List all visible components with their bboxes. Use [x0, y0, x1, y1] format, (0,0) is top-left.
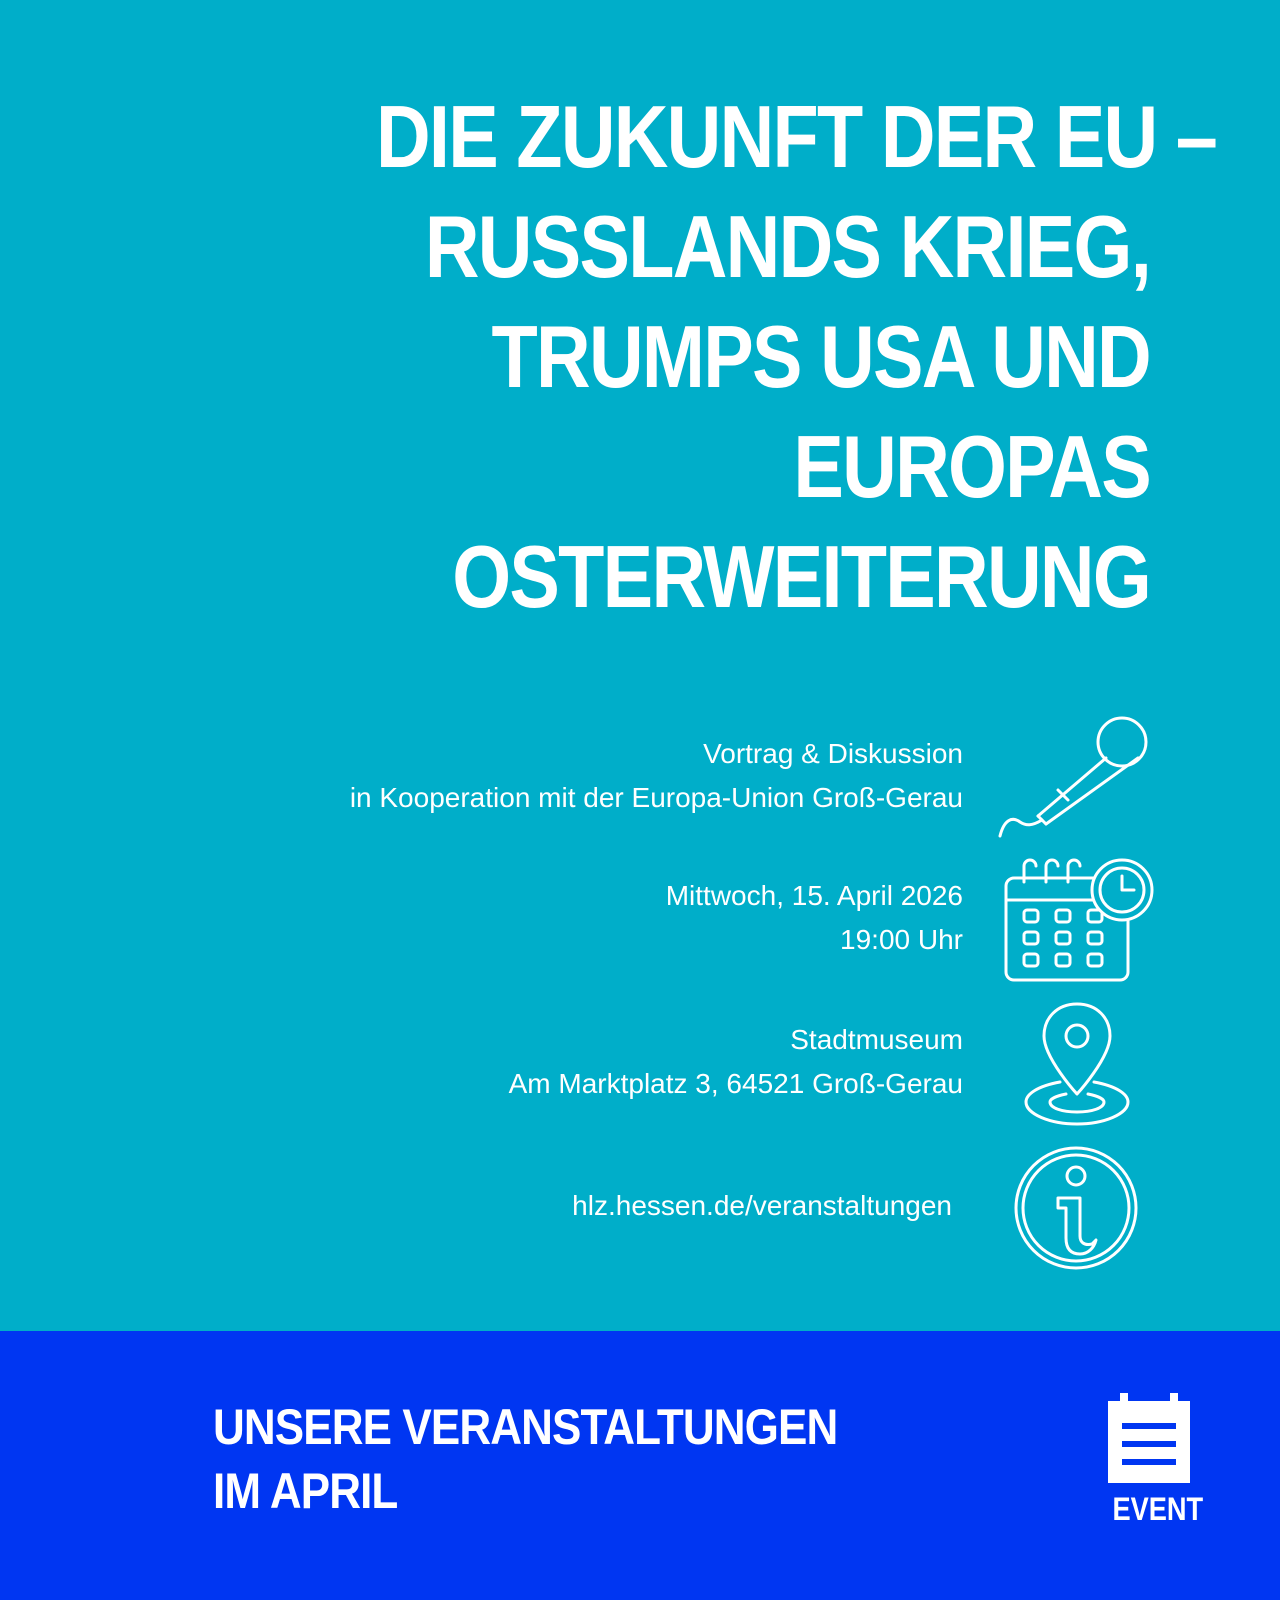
headline-line: OSTERWEITERUNG: [452, 527, 1150, 626]
event-info-text: hlz.hessen.de/veranstaltungen: [572, 1190, 952, 1221]
event-badge: [1106, 1393, 1204, 1527]
headline: [376, 82, 1217, 632]
headline-line: TRUMPS USA UND: [491, 307, 1150, 406]
calendar-icon: [1108, 1393, 1190, 1483]
event-format-text: Vortrag & Diskussion in Kooperation mit der Europa-Union Groß-Gerau: [349, 738, 963, 813]
map-pin-icon: [1024, 1000, 1130, 1130]
headline-line: DIE ZUKUNFT DER EU –: [376, 87, 1217, 186]
microphone-icon: [998, 712, 1158, 842]
footer-banner: [0, 1331, 1280, 1600]
event-label: EVENT: [1112, 1491, 1204, 1527]
event-location-text: Stadtmuseum Am Marktplatz 3, 64521 Groß-Gerau: [508, 1024, 963, 1099]
headline-line: EUROPAS: [793, 417, 1150, 516]
info-icon: [1012, 1144, 1140, 1272]
headline-line: RUSSLANDS KRIEG,: [424, 197, 1150, 296]
footer-title: UNSERE VERANSTALTUNGEN IM APRIL: [213, 1399, 838, 1519]
calendar-clock-icon: [1002, 858, 1162, 984]
event-date-text: Mittwoch, 15. April 2026 19:00 Uhr: [665, 880, 963, 955]
